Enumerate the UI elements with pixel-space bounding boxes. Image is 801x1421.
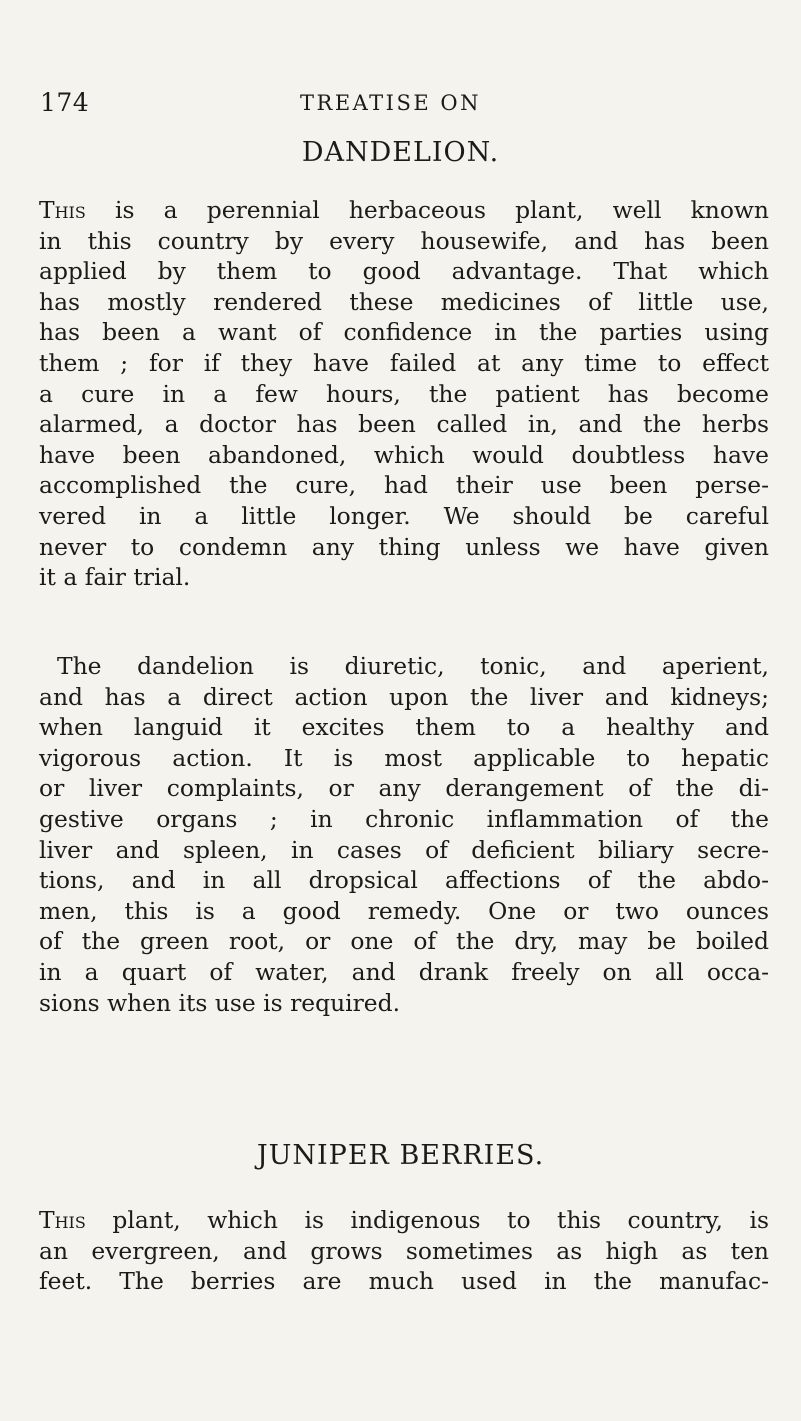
text-line: an evergreen, and grows sometimes as high as ten xyxy=(39,1236,769,1265)
text-line: liver and spleen, in cases of deficient biliary secre- xyxy=(39,835,769,864)
paragraph-dandelion-properties xyxy=(39,651,769,1018)
line-text: is a perennial herbaceous plant, well known xyxy=(85,196,769,224)
text-line: or liver complaints, or any derangement of the di- xyxy=(39,774,769,803)
text-line: men, this is a good remedy. One or two ounces xyxy=(39,896,769,925)
text-line: in a quart of water, and drank freely on all occa- xyxy=(39,957,769,986)
text-line: accomplished the cure, had their use been perse- xyxy=(39,471,769,500)
lead-word: This xyxy=(39,196,86,224)
text-line xyxy=(39,195,769,226)
lead-word: This xyxy=(39,1206,86,1234)
text-line: and has a direct action upon the liver and kidneys; xyxy=(39,682,769,711)
text-line: has mostly rendered these medicines of little use, xyxy=(39,287,769,316)
text-line: has been a want of confidence in the parties using xyxy=(39,318,769,347)
text-line xyxy=(39,1205,769,1236)
section-heading-dandelion: DANDELION. xyxy=(301,137,500,168)
paragraph-dandelion-intro xyxy=(39,195,769,593)
running-head: TREATISE ON xyxy=(300,91,481,115)
text-line: The dandelion is diuretic, tonic, and aperient, xyxy=(57,652,769,680)
text-line: a cure in a few hours, the patient has become xyxy=(39,379,769,408)
text-line: gestive organs ; in chronic inflammation of the xyxy=(39,804,769,833)
text-line: vered in a little longer. We should be careful xyxy=(39,501,769,530)
line-text: plant, which is indigenous to this country, is xyxy=(85,1206,769,1234)
text-line: tions, and in all dropsical affections of the abdo- xyxy=(39,866,769,895)
text-line: have been abandoned, which would doubtless have xyxy=(39,440,769,469)
paragraph-juniper-intro xyxy=(39,1205,769,1297)
text-line: when languid it excites them to a healthy and xyxy=(39,713,769,742)
page-number: 174 xyxy=(40,88,90,117)
text-line: them ; for if they have failed at any time to effect xyxy=(39,348,769,377)
text-line: it a fair trial. xyxy=(39,563,191,592)
text-line: alarmed, a doctor has been called in, and the herbs xyxy=(39,410,769,439)
text-line: feet. The berries are much used in the manufac- xyxy=(39,1267,769,1296)
text-line: of the green root, or one of the dry, may be boiled xyxy=(39,927,769,956)
section-heading-juniper-berries: JUNIPER BERRIES. xyxy=(256,1140,545,1171)
text-line: vigorous action. It is most applicable to hepatic xyxy=(39,743,769,772)
text-line: sions when its use is required. xyxy=(39,988,401,1017)
text-line: in this country by every housewife, and has been xyxy=(39,226,769,255)
text-line: never to condemn any thing unless we have given xyxy=(39,532,769,561)
text-line: applied by them to good advantage. That which xyxy=(39,257,769,286)
